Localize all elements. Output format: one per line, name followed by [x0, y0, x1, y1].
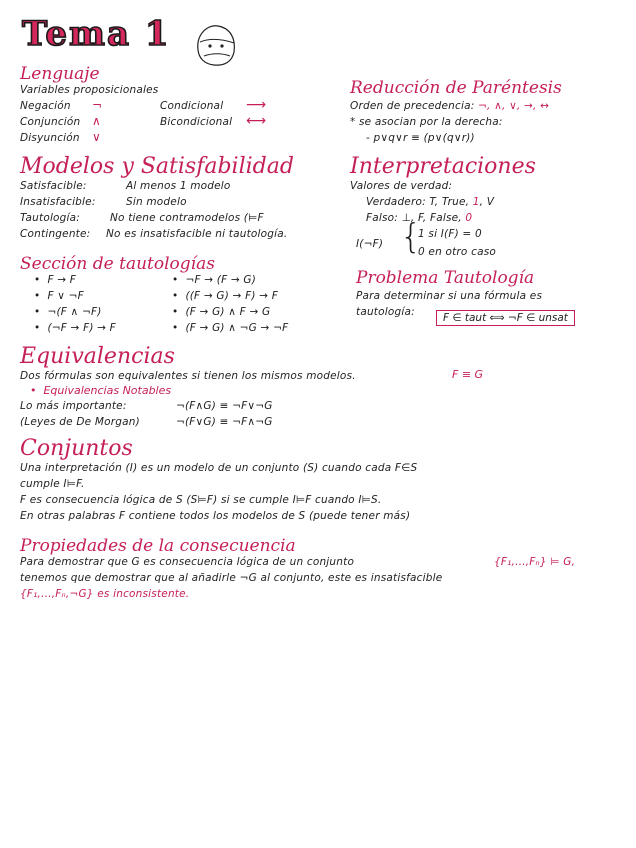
taut-left-1: • F ∨ ¬F	[34, 290, 84, 302]
equivalencias-heading: Equivalencias	[20, 344, 175, 369]
disy-symbol: ∨	[92, 130, 101, 144]
cases-brace-icon: {	[400, 217, 422, 257]
page-title: Tema 1	[22, 14, 171, 54]
interpretaciones-heading: Interpretaciones	[350, 154, 536, 179]
problema-line2: tautología:	[356, 306, 415, 318]
falso-zero: 0	[465, 212, 473, 224]
lenguaje-heading: Lenguaje	[20, 64, 100, 84]
problema-heading: Problema Tautología	[356, 268, 535, 288]
conjuntos-line1: Una interpretación (I) es un modelo de un conjunto (S) cuando cada F∈S	[20, 462, 418, 474]
taut-unsat-box: F ∈ taut ⟺ ¬F ∈ unsat	[436, 310, 575, 326]
modelos-label-2: Tautología:	[20, 212, 81, 224]
problema-line1: Para determinar si una fórmula es	[356, 290, 543, 302]
taut-left-2: • ¬(F ∧ ¬F)	[34, 306, 102, 318]
verdadero-values: T, True,	[429, 196, 470, 208]
modelos-label-0: Satisfacible:	[20, 180, 87, 192]
propiedades-heading: Propiedades de la consecuencia	[20, 536, 296, 556]
lenguaje-line: Variables proposicionales	[20, 84, 159, 96]
verdadero-label: Verdadero:	[366, 196, 426, 208]
taut-left-3: • (¬F → F) → F	[34, 322, 116, 334]
bicond-label: Bicondicional	[160, 116, 233, 128]
modelos-label-3: Contingente:	[20, 228, 91, 240]
verdadero-one: 1	[472, 196, 480, 208]
neg-symbol: ¬	[92, 98, 103, 112]
bicond-symbol: ⟷	[246, 113, 267, 129]
modelos-text-2: No tiene contramodelos (⊨F	[110, 212, 264, 224]
falso-label: Falso:	[366, 212, 399, 224]
equiv-demorgan-2: ¬(F∨G) ≡ ¬F∧¬G	[176, 416, 273, 428]
conj-symbol: ∧	[92, 114, 101, 128]
reduccion-line3: - p∨q∨r ≡ (p∨(q∨r))	[366, 132, 475, 144]
taut-right-3: • (F → G) ∧ ¬G → ¬F	[172, 322, 289, 334]
equiv-important-label: Lo más importante:	[20, 400, 127, 412]
conj-label: Conjunción	[20, 116, 81, 128]
case-2: 0 en otro caso	[418, 246, 496, 258]
equiv-line1: Dos fórmulas son equivalentes si tienen los mismos modelos.	[20, 370, 356, 382]
propiedades-line2: tenemos que demostrar que al añadirle ¬G al conjunto, este es insatisfacible	[20, 572, 443, 584]
taut-right-1: • ((F → G) → F) → F	[172, 290, 278, 302]
verdadero-line	[366, 196, 494, 208]
propiedades-set: {F₁,…,Fₙ} ⊨ G,	[494, 556, 576, 568]
case-1: 1 si I(F) = 0	[418, 228, 482, 240]
modelos-text-1: Sin modelo	[126, 196, 187, 208]
precedencia-value: ¬, ∧, ∨, →, ↔	[478, 100, 550, 112]
cond-label: Condicional	[160, 100, 224, 112]
conjuntos-heading: Conjuntos	[20, 436, 133, 461]
precedencia-label: Orden de precedencia:	[350, 100, 475, 112]
neg-label: Negación	[20, 100, 71, 112]
cond-symbol: ⟶	[246, 97, 267, 113]
modelos-text-3: No es insatisfacible ni tautología.	[106, 228, 288, 240]
conjuntos-line4: En otras palabras F contiene todos los modelos de S (puede tener más)	[20, 510, 411, 522]
taut-left-0: • F → F	[34, 274, 77, 286]
propiedades-line1: Para demostrar que G es consecuencia lógica de un conjunto	[20, 556, 355, 568]
falso-values: ⊥, F, False,	[401, 212, 462, 224]
equiv-demorgan-label: (Leyes de De Morgan)	[20, 416, 140, 428]
reduccion-line1	[350, 100, 549, 112]
equiv-symbol: F ≡ G	[452, 368, 484, 381]
disy-label: Disyunción	[20, 132, 80, 144]
taut-right-2: • (F → G) ∧ F → G	[172, 306, 271, 318]
modelos-label-1: Insatisfacible:	[20, 196, 96, 208]
face-doodle-icon	[190, 20, 240, 70]
modelos-heading: Modelos y Satisfabilidad	[20, 154, 294, 179]
reduccion-heading: Reducción de Paréntesis	[350, 78, 562, 98]
equiv-bullet: • Equivalencias Notables	[30, 384, 172, 397]
equiv-demorgan-1: ¬(F∧G) ≡ ¬F∨¬G	[176, 400, 273, 412]
interp-expr: I(¬F)	[356, 238, 384, 250]
seccion-heading: Sección de tautologías	[20, 254, 215, 274]
reduccion-line2: * se asocian por la derecha:	[350, 116, 503, 128]
taut-right-0: • ¬F → (F → G)	[172, 274, 257, 286]
conjuntos-line2: cumple I⊨F.	[20, 478, 85, 490]
conjuntos-line3: F es consecuencia lógica de S (S⊨F) si se cumple I⊨F cuando I⊨S.	[20, 494, 382, 506]
valores-line: Valores de verdad:	[350, 180, 453, 192]
propiedades-line3: {F₁,…,Fₙ,¬G} es inconsistente.	[20, 588, 190, 600]
modelos-text-0: Al menos 1 modelo	[126, 180, 231, 192]
verdadero-tail: , V	[479, 196, 495, 208]
